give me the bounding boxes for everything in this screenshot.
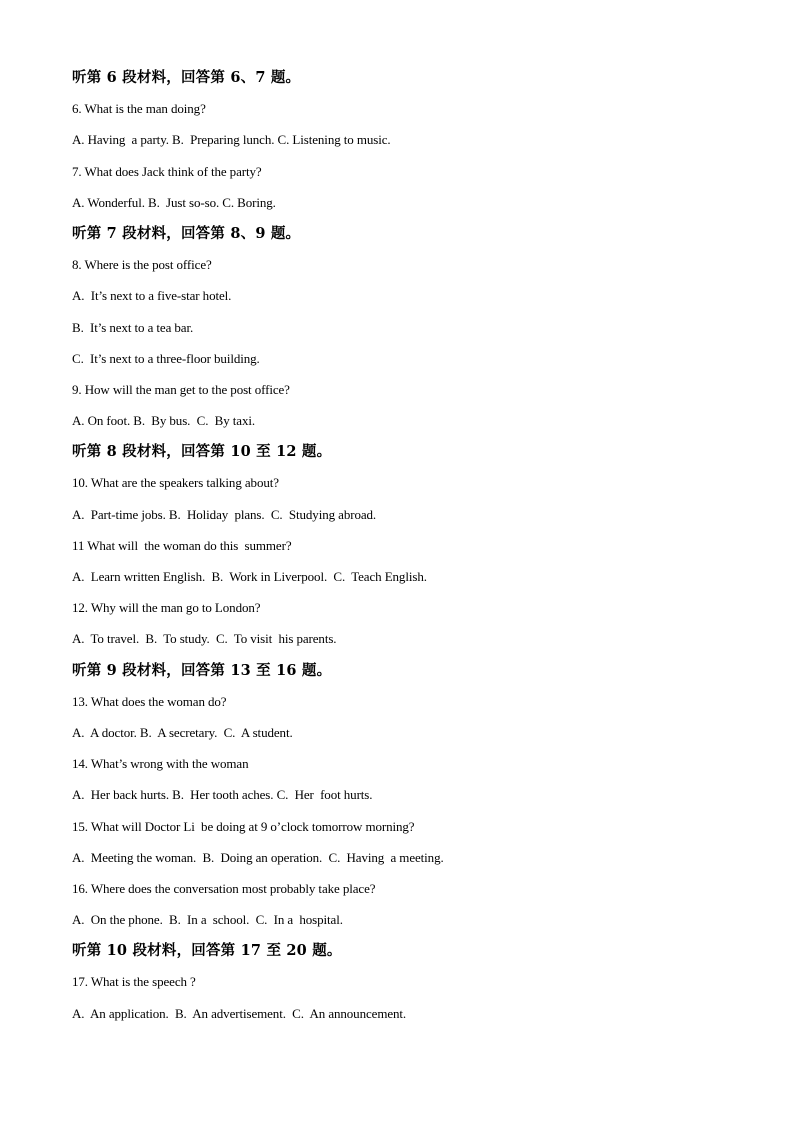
document-page (72, 62, 752, 1029)
options-17: A. An application. B. An advertisement. C. An announcement. (72, 1005, 407, 1021)
options-12: A. To travel. B. To study. C. To visit his parents. (72, 631, 337, 647)
section-heading-9: 听第 9 段材料，回答第 13 至 16 题。 (72, 661, 332, 679)
question-11: 11 What will the woman do this summer? (72, 537, 292, 553)
options-7: A. Wonderful. B. Just so-so. C. Boring. (72, 194, 276, 210)
question-17: 17. What is the speech ? (72, 974, 196, 990)
section-heading-10: 听第 10 段材料，回答第 17 至 20 题。 (72, 942, 342, 960)
options-13: A. A doctor. B. A secretary. C. A student. (72, 724, 293, 740)
options-11: A. Learn written English. B. Work in Liverpool. C. Teach English. (72, 569, 427, 584)
question-9: 9. How will the man get to the post office? (72, 381, 290, 397)
section-heading-8: 听第 8 段材料，回答第 10 至 12 题。 (72, 443, 332, 461)
question-14: 14. What’s wrong with the woman (72, 756, 249, 772)
section-heading-7: 听第 7 段材料，回答第 8、9 题。 (72, 224, 301, 242)
options-6: A. Having a party. B. Preparing lunch. C. Listening to music. (72, 132, 391, 148)
option-8a: A. It’s next to a five-star hotel. (72, 288, 232, 304)
options-10: A. Part-time jobs. B. Holiday plans. C. Studying abroad. (72, 506, 377, 522)
option-8c: C. It’s next to a three-floor building. (72, 350, 260, 366)
options-14: A. Her back hurts. B. Her tooth aches. C. Her foot hurts. (72, 787, 373, 803)
section-heading-6: 听第 6 段材料，回答第 6、7 题。 (72, 69, 301, 86)
question-7: 7. What does Jack think of the party? (72, 163, 262, 179)
options-16: A. On the phone. B. In a school. C. In a hospital. (72, 912, 343, 928)
question-15: 15. What will Doctor Li be doing at 9 o’clock tomorrow morning? (72, 818, 415, 834)
question-13: 13. What does the woman do? (72, 693, 227, 709)
question-6: 6. What is the man doing? (72, 101, 206, 117)
option-8b: B. It’s next to a tea bar. (72, 319, 194, 335)
options-15: A. Meeting the woman. B. Doing an operation. C. Having a meeting. (72, 849, 444, 865)
options-9: A. On foot. B. By bus. C. By taxi. (72, 413, 256, 429)
question-12: 12. Why will the man go to London? (72, 600, 261, 616)
question-10: 10. What are the speakers talking about? (72, 475, 279, 491)
question-8: 8. Where is the post office? (72, 257, 212, 273)
question-16: 16. Where does the conversation most probably take place? (72, 880, 376, 896)
